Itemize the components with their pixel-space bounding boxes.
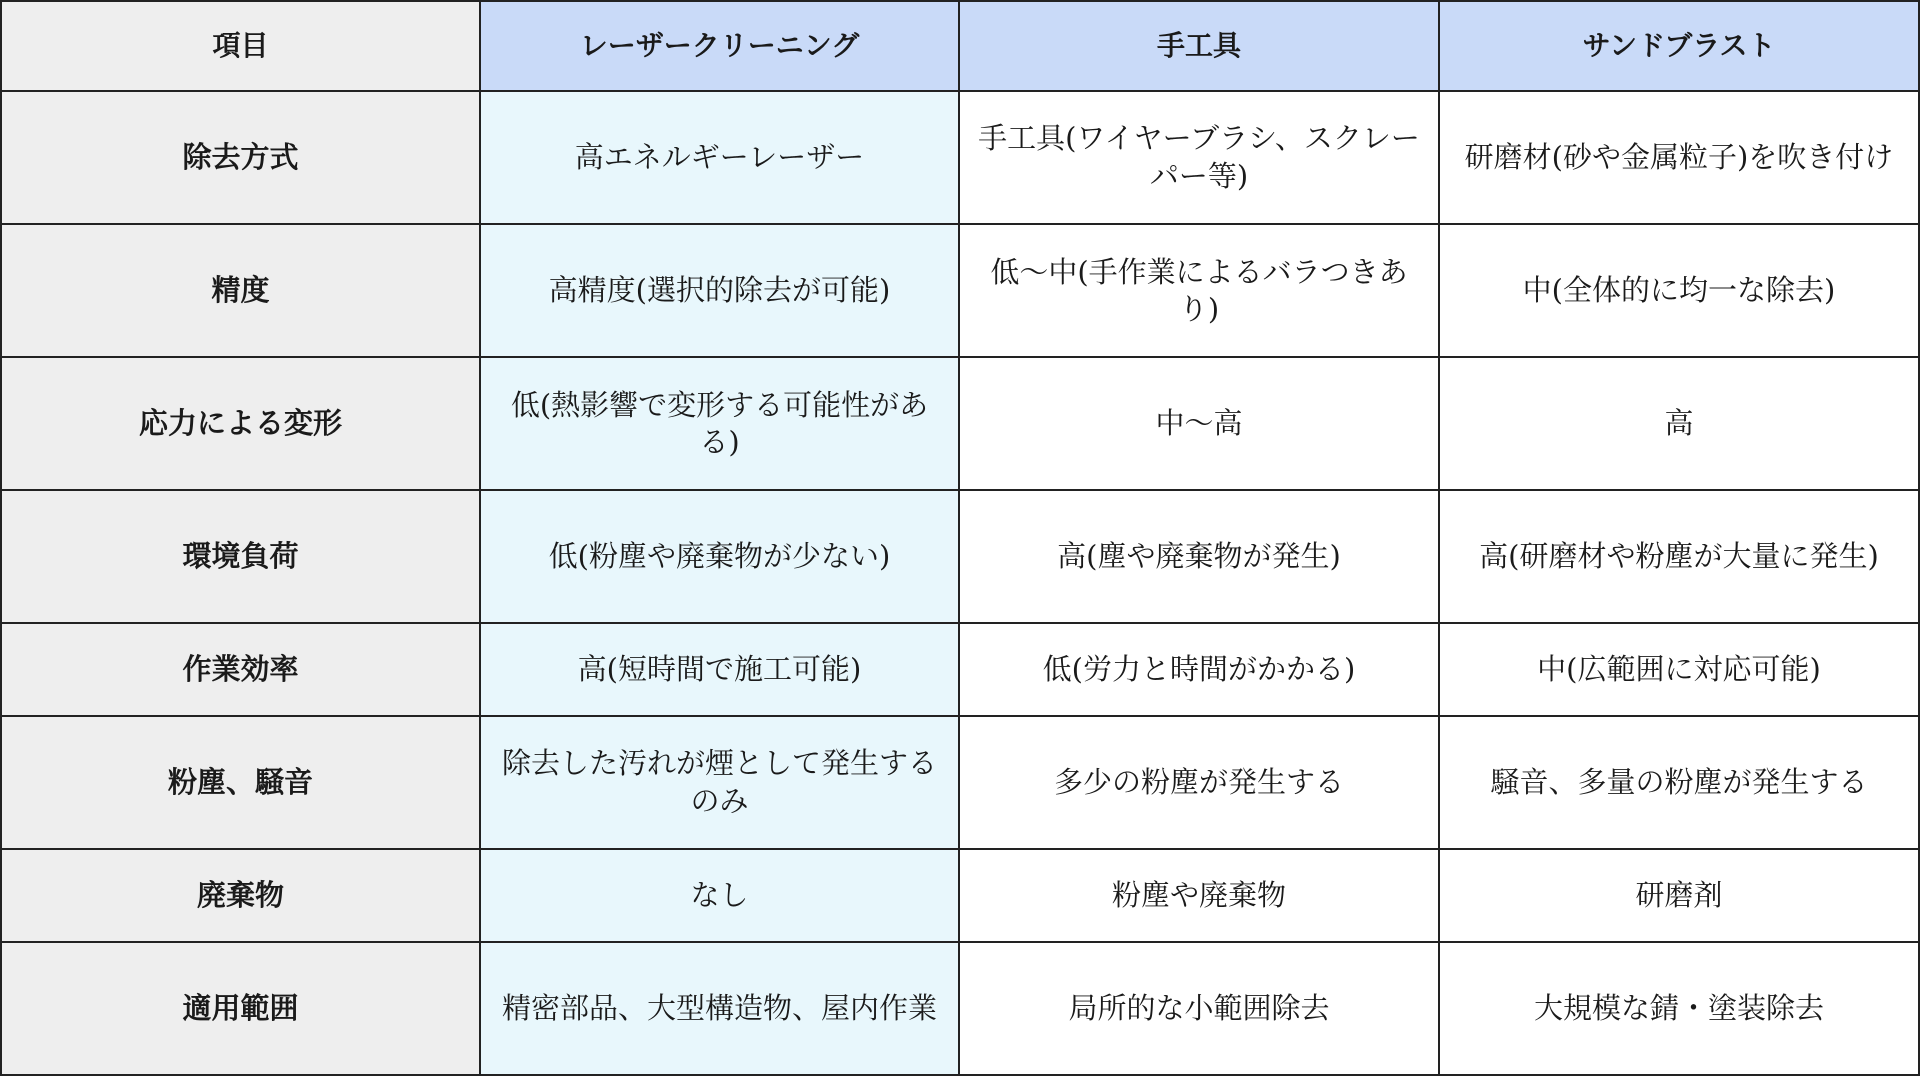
hand-tool-cell: 手工具(ワイヤーブラシ、スクレーパー等)	[959, 91, 1439, 224]
sandblast-cell: 騒音、多量の粉塵が発生する	[1439, 716, 1919, 849]
laser-cell: 精密部品、大型構造物、屋内作業	[480, 942, 959, 1075]
row-header: 応力による変形	[1, 357, 480, 490]
laser-cell: 高(短時間で施工可能)	[480, 623, 959, 716]
hand-tool-cell: 中～高	[959, 357, 1439, 490]
laser-cell: 低(熱影響で変形する可能性がある)	[480, 357, 959, 490]
header-hand-tool: 手工具	[959, 1, 1439, 91]
hand-tool-cell: 低(労力と時間がかかる)	[959, 623, 1439, 716]
sandblast-cell: 中(全体的に均一な除去)	[1439, 224, 1919, 357]
row-header: 環境負荷	[1, 490, 480, 623]
laser-cell: なし	[480, 849, 959, 942]
header-row	[1, 1, 1919, 91]
sandblast-cell: 研磨剤	[1439, 849, 1919, 942]
row-header: 作業効率	[1, 623, 480, 716]
laser-cell: 除去した汚れが煙として発生するのみ	[480, 716, 959, 849]
laser-cell: 高エネルギーレーザー	[480, 91, 959, 224]
table-row	[1, 623, 1919, 716]
row-header: 粉塵、騒音	[1, 716, 480, 849]
sandblast-cell: 大規模な錆・塗装除去	[1439, 942, 1919, 1075]
table-row	[1, 490, 1919, 623]
table-row	[1, 716, 1919, 849]
header-item: 項目	[1, 1, 480, 91]
table-row	[1, 357, 1919, 490]
hand-tool-cell: 局所的な小範囲除去	[959, 942, 1439, 1075]
table-row	[1, 849, 1919, 942]
hand-tool-cell: 多少の粉塵が発生する	[959, 716, 1439, 849]
header-laser-cleaning: レーザークリーニング	[480, 1, 959, 91]
hand-tool-cell: 低～中(手作業によるバラつきあり)	[959, 224, 1439, 357]
hand-tool-cell: 高(塵や廃棄物が発生)	[959, 490, 1439, 623]
sandblast-cell: 研磨材(砂や金属粒子)を吹き付け	[1439, 91, 1919, 224]
laser-cell: 高精度(選択的除去が可能)	[480, 224, 959, 357]
row-header: 廃棄物	[1, 849, 480, 942]
table-row	[1, 224, 1919, 357]
hand-tool-cell: 粉塵や廃棄物	[959, 849, 1439, 942]
sandblast-cell: 中(広範囲に対応可能)	[1439, 623, 1919, 716]
table-row	[1, 91, 1919, 224]
sandblast-cell: 高(研磨材や粉塵が大量に発生)	[1439, 490, 1919, 623]
sandblast-cell: 高	[1439, 357, 1919, 490]
row-header: 適用範囲	[1, 942, 480, 1075]
laser-cell: 低(粉塵や廃棄物が少ない)	[480, 490, 959, 623]
table-row	[1, 942, 1919, 1075]
header-sandblast: サンドブラスト	[1439, 1, 1919, 91]
row-header: 除去方式	[1, 91, 480, 224]
row-header: 精度	[1, 224, 480, 357]
